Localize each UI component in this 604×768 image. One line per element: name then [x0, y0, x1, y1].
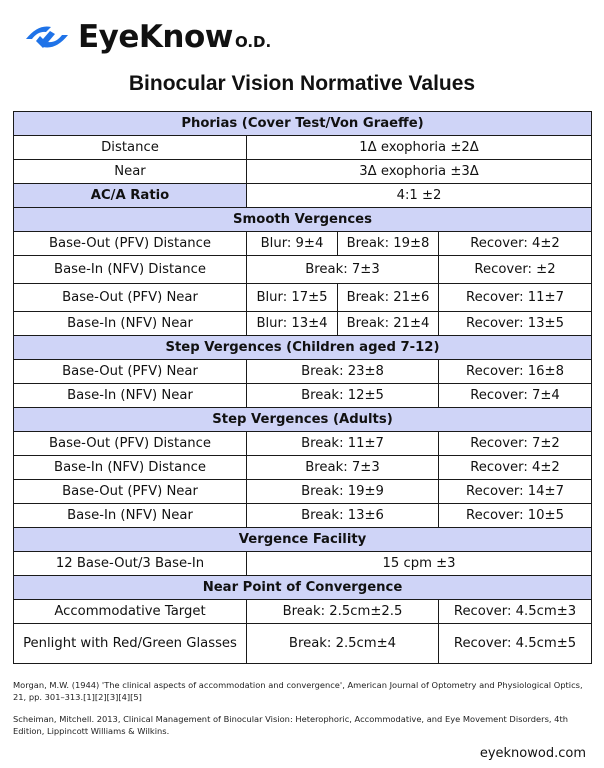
- table-row: [14, 232, 592, 256]
- break-value: Break: 19±9: [247, 480, 439, 504]
- row-label: Base-Out (PFV) Near: [14, 284, 247, 312]
- section-header-smooth: [14, 208, 592, 232]
- brand-suffix: O.D.: [234, 32, 272, 51]
- recover-value: Recover: 13±5: [439, 312, 592, 336]
- break-value: Break: 2.5cm±2.5: [247, 600, 439, 624]
- table-row: [14, 284, 592, 312]
- table-row: [14, 184, 592, 208]
- table-row: [14, 384, 592, 408]
- row-label: Base-In (NFV) Distance: [14, 456, 247, 480]
- section-title: Phorias (Cover Test/Von Graeffe): [14, 112, 592, 136]
- break-value: Break: 7±3: [247, 256, 439, 284]
- row-label: Base-Out (PFV) Distance: [14, 432, 247, 456]
- section-title: Smooth Vergences: [14, 208, 592, 232]
- break-value: Break: 21±6: [338, 284, 439, 312]
- table-row: [14, 256, 592, 284]
- row-value: 1Δ exophoria ±2Δ: [247, 136, 592, 160]
- break-value: Break: 12±5: [247, 384, 439, 408]
- row-label: Penlight with Red/Green Glasses: [14, 624, 247, 664]
- section-header-npc: [14, 576, 592, 600]
- recover-value: Recover: 4±2: [439, 232, 592, 256]
- table-row: [14, 360, 592, 384]
- table-row: [14, 552, 592, 576]
- break-value: Break: 2.5cm±4: [247, 624, 439, 664]
- break-value: Break: 23±8: [247, 360, 439, 384]
- recover-value: Recover: 16±8: [439, 360, 592, 384]
- recover-value: Recover: 11±7: [439, 284, 592, 312]
- recover-value: Recover: 7±4: [439, 384, 592, 408]
- reference-morgan: Morgan, M.W. (1944) 'The clinical aspects of accommodation and convergence', American Journal of Optometry and Physiological Optics, 21, pp. 301–313.[1][2][3][4][5]: [13, 680, 583, 702]
- row-label: Base-In (NFV) Near: [14, 384, 247, 408]
- row-label: Accommodative Target: [14, 600, 247, 624]
- page-title: Binocular Vision Normative Values: [128, 72, 476, 95]
- break-value: Break: 7±3: [247, 456, 439, 480]
- row-label: Base-In (NFV) Near: [14, 312, 247, 336]
- row-value: 4:1 ±2: [247, 184, 592, 208]
- table-row: [14, 624, 592, 664]
- recover-value: Recover: 4.5cm±3: [439, 600, 592, 624]
- break-value: Break: 13±6: [247, 504, 439, 528]
- table-row: [14, 600, 592, 624]
- brand-logo: [22, 17, 271, 57]
- reference-scheiman: Scheiman, Mitchell. 2013, Clinical Management of Binocular Vision: Heterophoric, Accommodative, and Eye Movement Disorders, 4th Edition, Lippincott Williams & Wilkins.: [13, 714, 568, 736]
- recover-value: Recover: 7±2: [439, 432, 592, 456]
- table-row: [14, 432, 592, 456]
- row-label: Base-Out (PFV) Distance: [14, 232, 247, 256]
- recover-value: Recover: 10±5: [439, 504, 592, 528]
- break-value: Break: 21±4: [338, 312, 439, 336]
- section-title: Vergence Facility: [14, 528, 592, 552]
- row-label: Distance: [14, 136, 247, 160]
- section-title: Near Point of Convergence: [14, 576, 592, 600]
- break-value: Break: 19±8: [338, 232, 439, 256]
- eye-logo-icon: [22, 20, 72, 54]
- section-header-phorias: [14, 112, 592, 136]
- recover-value: Recover: 4±2: [439, 456, 592, 480]
- table-row: [14, 160, 592, 184]
- table-row: [14, 456, 592, 480]
- blur-value: Blur: 9±4: [247, 232, 338, 256]
- row-label: AC/A Ratio: [14, 184, 247, 208]
- break-value: Break: 11±7: [247, 432, 439, 456]
- recover-value: Recover: 14±7: [439, 480, 592, 504]
- table-row: [14, 136, 592, 160]
- row-label: Base-Out (PFV) Near: [14, 480, 247, 504]
- row-label: 12 Base-Out/3 Base-In: [14, 552, 247, 576]
- table-row: [14, 480, 592, 504]
- brand-name: EyeKnow: [78, 19, 233, 55]
- row-value: 15 cpm ±3: [247, 552, 592, 576]
- section-header-facility: [14, 528, 592, 552]
- recover-value: Recover: ±2: [439, 256, 592, 284]
- row-label: Base-Out (PFV) Near: [14, 360, 247, 384]
- row-label: Base-In (NFV) Distance: [14, 256, 247, 284]
- section-title: Step Vergences (Children aged 7-12): [14, 336, 592, 360]
- section-header-step-children: [14, 336, 592, 360]
- section-header-step-adults: [14, 408, 592, 432]
- row-label: Base-In (NFV) Near: [14, 504, 247, 528]
- section-title: Step Vergences (Adults): [14, 408, 592, 432]
- table-row: [14, 312, 592, 336]
- recover-value: Recover: 4.5cm±5: [439, 624, 592, 664]
- blur-value: Blur: 13±4: [247, 312, 338, 336]
- row-label: Near: [14, 160, 247, 184]
- website-url: eyeknowod.com: [479, 746, 586, 761]
- table-row: [14, 504, 592, 528]
- row-value: 3Δ exophoria ±3Δ: [247, 160, 592, 184]
- normative-values-table: [13, 111, 592, 664]
- blur-value: Blur: 17±5: [247, 284, 338, 312]
